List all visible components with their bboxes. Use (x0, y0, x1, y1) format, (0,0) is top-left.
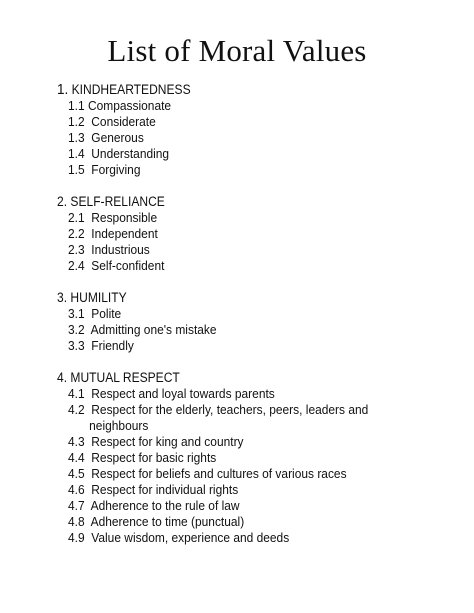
list-item (68, 402, 426, 434)
list-item (68, 226, 426, 242)
item-number: 1.1 (68, 98, 85, 113)
item-number: 4.5 (68, 466, 85, 481)
section-self-reliance (57, 194, 457, 274)
item-number: 4.9 (68, 530, 85, 545)
section-heading (57, 370, 417, 386)
item-text: Value wisdom, experience and deeds (91, 530, 290, 545)
item-number: 4.3 (68, 434, 85, 449)
item-text: Respect for beliefs and cultures of various races (91, 466, 347, 481)
item-text: Respect for king and country (91, 434, 244, 449)
section-heading (57, 194, 417, 210)
list-item (68, 466, 426, 482)
section-heading (57, 82, 417, 98)
list-item (68, 530, 426, 546)
moral-values-list (57, 82, 457, 546)
page-title: List of Moral Values (107, 33, 367, 68)
item-text: Independent (91, 226, 158, 241)
section-number: 1. (57, 81, 69, 98)
section-title: KINDHEARTEDNESS (71, 82, 191, 97)
list-item (68, 210, 426, 226)
list-item (68, 386, 426, 402)
section-number: 3. (57, 290, 68, 305)
item-list (57, 210, 457, 274)
list-item (68, 114, 426, 130)
item-text: Industrious (91, 242, 150, 257)
item-text: Considerate (91, 114, 156, 129)
list-item (68, 482, 426, 498)
item-text: Generous (91, 130, 144, 145)
item-number: 4.2 (68, 402, 85, 417)
item-number: 3.3 (68, 338, 85, 353)
item-number: 4.6 (68, 482, 85, 497)
item-number: 4.8 (68, 514, 85, 529)
item-number: 3.2 (68, 322, 85, 337)
item-text-continuation: neighbours (89, 418, 149, 433)
item-number: 2.1 (68, 210, 85, 225)
item-text: Respect for basic rights (91, 450, 217, 465)
item-text: Respect and loyal towards parents (91, 386, 275, 401)
section-title: SELF-RELIANCE (70, 194, 165, 209)
list-item (68, 498, 426, 514)
item-text: Responsible (91, 210, 158, 225)
list-item (68, 162, 426, 178)
item-text: Polite (91, 306, 122, 321)
list-item (68, 98, 426, 114)
section-mutual-respect (57, 370, 457, 546)
item-number: 1.2 (68, 114, 85, 129)
item-number: 4.7 (68, 498, 85, 513)
section-title: MUTUAL RESPECT (70, 370, 180, 385)
list-item (68, 322, 426, 338)
list-item (68, 450, 426, 466)
list-item (68, 514, 426, 530)
section-heading (57, 290, 417, 306)
item-text: Friendly (91, 338, 134, 353)
list-item (68, 306, 426, 322)
item-number: 1.4 (68, 146, 85, 161)
list-item (68, 242, 426, 258)
item-text: Respect for the elderly, teachers, peers, leaders and (91, 402, 369, 417)
section-title: HUMILITY (70, 290, 127, 305)
section-number: 2. (57, 194, 68, 209)
list-item (68, 146, 426, 162)
item-number: 1.3 (68, 130, 85, 145)
item-text: Self-confident (91, 258, 165, 273)
item-text: Adherence to the rule of law (90, 498, 240, 513)
list-item (68, 130, 426, 146)
item-text: Respect for individual rights (91, 482, 239, 497)
item-text: Adherence to time (punctual) (90, 514, 245, 529)
section-kindheartedness (57, 82, 457, 178)
item-text: Admitting one's mistake (90, 322, 217, 337)
item-list (57, 306, 457, 354)
item-list (57, 386, 457, 546)
item-number: 1.5 (68, 162, 85, 177)
list-item (68, 258, 426, 274)
item-number: 2.4 (68, 258, 85, 273)
item-list (57, 98, 457, 178)
section-humility (57, 290, 457, 354)
item-text: Compassionate (87, 98, 172, 113)
list-item (68, 434, 426, 450)
item-text: Understanding (91, 146, 170, 161)
item-number: 3.1 (68, 306, 85, 321)
item-number: 2.2 (68, 226, 85, 241)
section-number: 4. (57, 370, 68, 385)
item-text: Forgiving (91, 162, 141, 177)
item-number: 2.3 (68, 242, 85, 257)
item-number: 4.4 (68, 450, 85, 465)
item-number: 4.1 (68, 386, 85, 401)
list-item (68, 338, 426, 354)
